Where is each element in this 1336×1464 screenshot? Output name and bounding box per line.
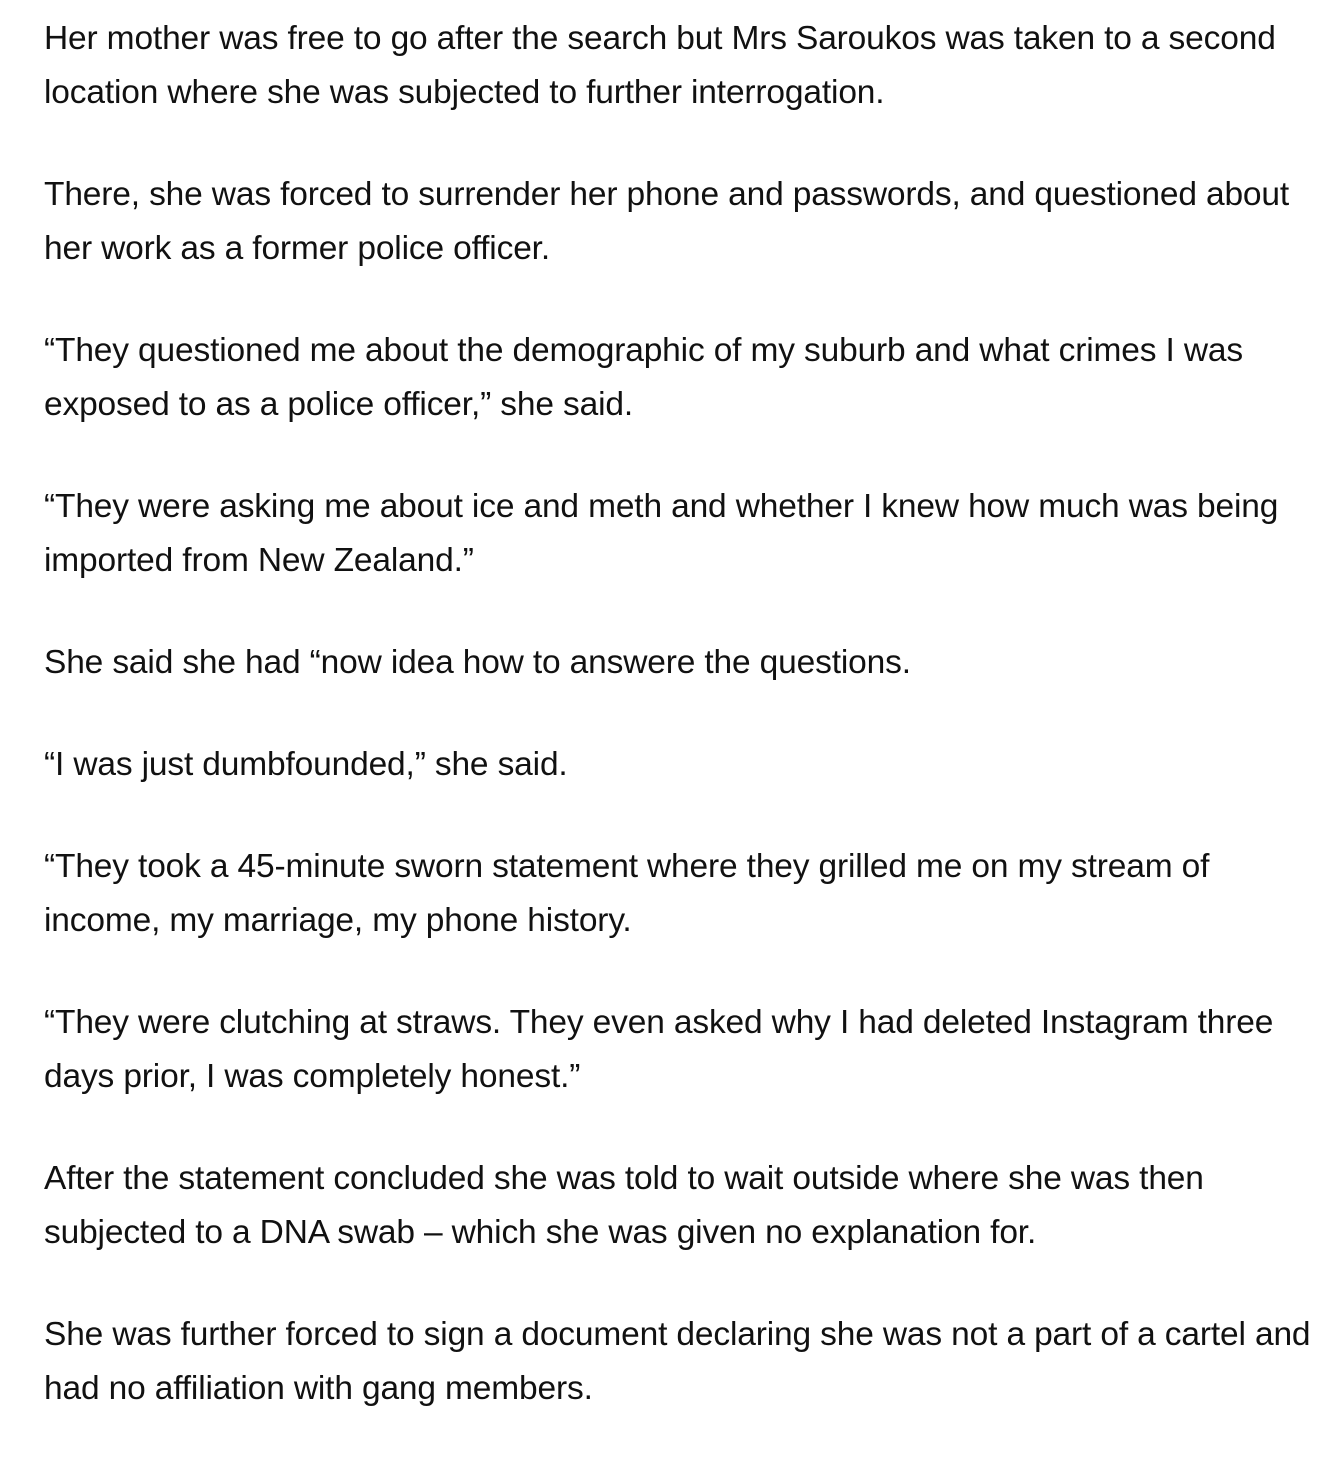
paragraph-9: After the statement concluded she was told to wait outside where she was then subjected to a DNA swab – which she was given no explanation for. <box>44 1160 1204 1251</box>
paragraph-3: “They questioned me about the demographic of my suburb and what crimes I was exposed to as a police officer,” she said. <box>44 332 1243 423</box>
paragraph-4: “They were asking me about ice and meth and whether I knew how much was being imported from New Zealand.” <box>44 488 1279 579</box>
paragraph-5: She said she had “now idea how to answere the questions. <box>44 644 911 681</box>
article-body <box>44 12 1334 1464</box>
paragraph-2: There, she was forced to surrender her phone and passwords, and questioned about her work as a former police officer. <box>44 176 1290 267</box>
paragraph-10: She was further forced to sign a document declaring she was not a part of a cartel and had no affiliation with gang members. <box>44 1316 1311 1407</box>
paragraph-6: “I was just dumbfounded,” she said. <box>44 746 568 783</box>
paragraph-7: “They took a 45-minute sworn statement where they grilled me on my stream of income, my marriage, my phone history. <box>44 848 1210 939</box>
paragraph-8: “They were clutching at straws. They even asked why I had deleted Instagram three days prior, I was completely honest.” <box>44 1004 1274 1095</box>
paragraph-1: Her mother was free to go after the search but Mrs Saroukos was taken to a second location where she was subjected to further interrogation. <box>44 20 1276 111</box>
